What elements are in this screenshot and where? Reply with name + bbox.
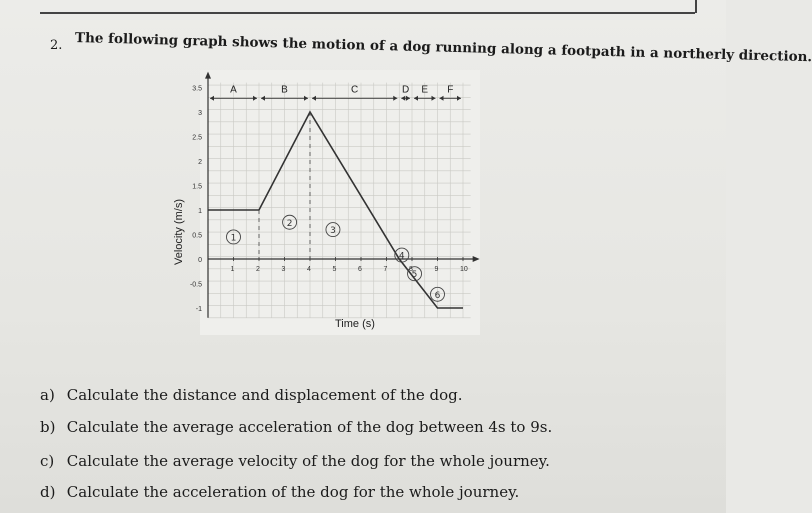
sub-question-text: Calculate the acceleration of the dog for the whole journey. bbox=[66, 483, 520, 501]
sub-question-c bbox=[40, 452, 550, 470]
region-number: 1 bbox=[230, 233, 237, 244]
y-tick-label: -1 bbox=[195, 306, 202, 313]
region-number: 4 bbox=[398, 251, 405, 262]
region-number: 3 bbox=[330, 226, 336, 237]
velocity-time-graph bbox=[160, 60, 490, 340]
region-number: 2 bbox=[286, 218, 293, 229]
y-tick-label: 3.5 bbox=[192, 85, 202, 93]
sub-question-letter: b) bbox=[40, 418, 56, 436]
sub-question-text: Calculate the distance and displacement of the dog. bbox=[66, 386, 463, 404]
x-tick-label: 4 bbox=[307, 266, 311, 273]
x-tick-label: 5 bbox=[332, 266, 337, 273]
x-tick-label: 10 bbox=[460, 266, 468, 273]
x-axis-label: Time (s) bbox=[335, 318, 375, 330]
question-text: The following graph shows the motion of a dog running along a footpath in a northerly direction. bbox=[74, 30, 812, 66]
segment-label: D bbox=[402, 84, 410, 96]
y-tick-label: 0.5 bbox=[192, 232, 202, 240]
x-tick-label: 6 bbox=[358, 266, 362, 273]
sub-question-letter: d) bbox=[40, 483, 56, 501]
segment-label: A bbox=[230, 84, 237, 96]
y-tick-label: 1 bbox=[198, 208, 202, 215]
top-border-line bbox=[40, 12, 695, 14]
sub-question-text: Calculate the average velocity of the dog for the whole journey. bbox=[66, 452, 550, 470]
region-number: 6 bbox=[434, 290, 441, 301]
sub-question-text: Calculate the average acceleration of the dog between 4s to 9s. bbox=[66, 418, 553, 436]
y-tick-label: 0 bbox=[198, 257, 202, 264]
x-tick-label: 7 bbox=[383, 266, 388, 273]
sub-question-b bbox=[40, 418, 552, 436]
segment-label: C bbox=[351, 84, 359, 96]
x-tick-label: 1 bbox=[230, 266, 235, 273]
sub-question-a bbox=[40, 386, 463, 404]
segment-label: F bbox=[447, 84, 454, 96]
sub-question-d bbox=[40, 483, 519, 501]
segment-label: B bbox=[281, 84, 288, 96]
y-tick-label: 2 bbox=[198, 159, 202, 166]
x-tick-label: 2 bbox=[256, 266, 260, 273]
segment-label: E bbox=[421, 84, 429, 96]
x-tick-label: 9 bbox=[434, 266, 439, 273]
x-tick-label: 8 bbox=[409, 266, 413, 273]
y-tick-label: 3 bbox=[198, 110, 202, 117]
right-border-line bbox=[695, 0, 697, 13]
region-number: 5 bbox=[411, 270, 418, 281]
y-tick-label: 1.5 bbox=[192, 183, 202, 191]
x-tick-label: 3 bbox=[281, 266, 286, 273]
sub-question-letter: c) bbox=[40, 452, 55, 470]
y-tick-label: 2.5 bbox=[192, 134, 202, 142]
y-axis-label: Velocity (m/s) bbox=[173, 198, 185, 265]
y-tick-label: -0.5 bbox=[189, 281, 202, 289]
question-number: 2. bbox=[50, 38, 63, 53]
sub-question-letter: a) bbox=[40, 386, 55, 404]
